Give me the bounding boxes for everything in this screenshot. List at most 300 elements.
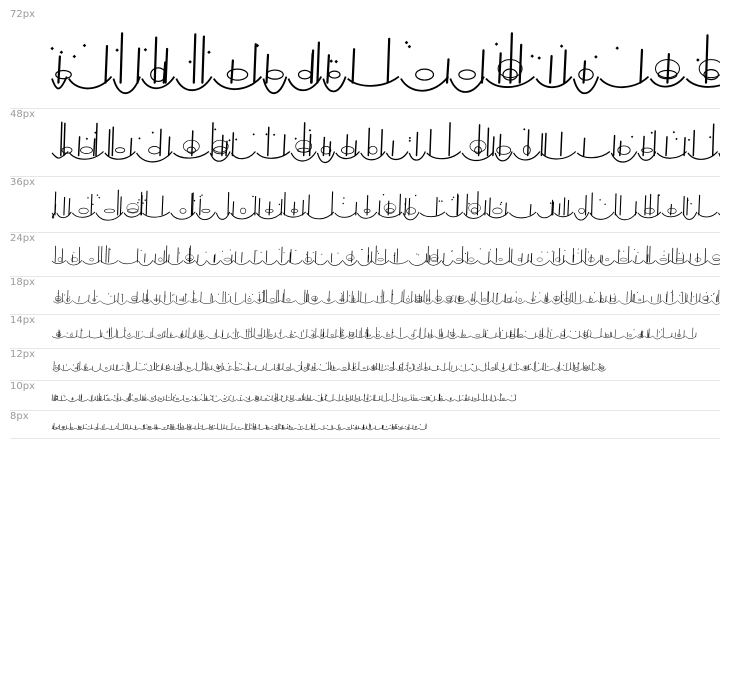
calligraphy-glyphs	[50, 276, 720, 312]
glyph-cluster	[132, 425, 139, 429]
glyph-cluster	[296, 394, 304, 401]
preview-row-14	[10, 314, 720, 349]
calligraphy-glyphs	[50, 314, 700, 346]
glyph-cluster	[307, 192, 334, 219]
glyph-cluster	[526, 292, 542, 303]
glyph-cluster	[435, 329, 448, 339]
calligraphy-sample	[50, 12, 720, 109]
glyph-cluster	[265, 425, 272, 430]
glyph-cluster	[638, 194, 661, 218]
glyph-cluster	[488, 362, 498, 370]
glyph-cluster	[166, 328, 178, 338]
glyph-cluster	[231, 329, 241, 339]
glyph-cluster	[154, 246, 167, 265]
glyph-cluster	[541, 132, 576, 159]
glyph-cluster	[378, 363, 388, 370]
glyph-cluster	[562, 291, 572, 305]
glyph-cluster	[447, 397, 455, 401]
glyph-cluster	[137, 129, 173, 162]
glyph-cluster	[200, 425, 207, 430]
glyph-cluster	[343, 251, 357, 265]
glyph-cluster	[479, 248, 492, 264]
glyph-cluster	[52, 423, 59, 429]
glyph-cluster	[78, 329, 89, 338]
glyph-cluster	[719, 135, 720, 161]
glyph-cluster	[683, 197, 697, 220]
glyph-cluster	[308, 294, 322, 304]
glyph-cluster	[615, 246, 632, 263]
glyph-cluster	[459, 364, 471, 371]
glyph-cluster	[94, 424, 100, 430]
glyph-cluster	[304, 424, 310, 429]
glyph-cluster	[187, 328, 197, 338]
calligraphy-glyphs	[50, 176, 720, 230]
glyph-cluster	[315, 251, 328, 265]
glyph-cluster	[173, 294, 189, 305]
glyph-cluster	[577, 138, 610, 157]
glyph-cluster	[153, 425, 160, 430]
glyph-cluster	[291, 123, 316, 161]
glyph-cluster	[210, 123, 230, 161]
glyph-cluster	[509, 394, 516, 401]
glyph-cluster	[72, 194, 95, 217]
calligraphy-sample	[50, 176, 720, 230]
glyph-cluster	[52, 330, 65, 338]
glyph-cluster	[311, 424, 320, 430]
glyph-cluster	[495, 135, 512, 161]
glyph-cluster	[600, 255, 614, 265]
glyph-cluster	[363, 394, 373, 402]
glyph-cluster	[374, 426, 381, 430]
glyph-cluster	[433, 290, 444, 304]
glyph-cluster	[448, 329, 458, 339]
glyph-cluster	[328, 253, 343, 266]
glyph-cluster	[554, 362, 562, 371]
glyph-cluster	[163, 364, 172, 370]
calligraphy-sample	[50, 232, 720, 274]
glyph-cluster	[509, 362, 520, 370]
glyph-cluster	[455, 395, 462, 401]
glyph-cluster	[562, 363, 571, 371]
glyph-cluster	[525, 331, 537, 339]
glyph-cluster	[139, 425, 146, 430]
glyph-cluster	[82, 364, 92, 371]
glyph-cluster	[462, 125, 494, 161]
glyph-cluster	[207, 254, 220, 265]
glyph-cluster	[671, 248, 687, 264]
glyph-cluster	[372, 246, 389, 265]
glyph-cluster	[350, 363, 358, 371]
glyph-cluster	[142, 38, 174, 89]
preview-row-36	[10, 176, 720, 233]
glyph-cluster	[566, 248, 583, 264]
glyph-cluster	[582, 363, 589, 371]
glyph-cluster	[65, 330, 77, 337]
glyph-cluster	[396, 424, 404, 429]
glyph-cluster	[396, 362, 406, 371]
glyph-cluster	[648, 294, 663, 304]
glyph-cluster	[76, 425, 85, 430]
glyph-cluster	[146, 424, 153, 429]
calligraphy-sample	[50, 410, 720, 436]
glyph-cluster	[353, 425, 360, 429]
calligraphy-glyphs	[50, 348, 610, 378]
glyph-cluster	[234, 426, 243, 430]
glyph-cluster	[309, 363, 319, 370]
calligraphy-sample	[50, 108, 720, 174]
glyph-cluster	[542, 363, 554, 371]
glyph-cluster	[67, 397, 77, 401]
glyph-cluster	[318, 138, 335, 163]
glyph-cluster	[234, 252, 250, 265]
glyph-cluster	[141, 394, 148, 400]
glyph-cluster	[386, 141, 408, 159]
glyph-cluster	[176, 34, 211, 90]
glyph-cluster	[645, 329, 653, 338]
calligraphy-glyphs	[50, 108, 720, 174]
glyph-cluster	[517, 328, 525, 338]
glyph-cluster	[319, 362, 329, 371]
glyph-cluster	[117, 293, 127, 304]
glyph-cluster	[465, 252, 478, 264]
calligraphy-sample	[50, 348, 720, 378]
glyph-cluster	[633, 249, 644, 264]
glyph-cluster	[569, 331, 581, 339]
glyph-cluster	[637, 331, 645, 338]
glyph-cluster	[119, 249, 138, 264]
glyph-cluster	[196, 252, 207, 266]
glyph-cluster	[378, 194, 402, 218]
glyph-cluster	[254, 328, 265, 339]
glyph-cluster	[612, 330, 624, 339]
glyph-cluster	[294, 362, 302, 372]
glyph-cluster	[326, 425, 335, 430]
glyph-cluster	[161, 291, 173, 304]
glyph-cluster	[57, 197, 72, 217]
glyph-cluster	[327, 329, 339, 338]
glyph-cluster	[177, 423, 186, 430]
glyph-cluster	[409, 253, 427, 265]
glyph-cluster	[315, 394, 325, 401]
glyph-cluster	[154, 331, 166, 338]
calligraphy-glyphs	[50, 232, 720, 274]
glyph-cluster	[509, 329, 517, 339]
glyph-cluster	[657, 131, 687, 158]
glyph-cluster	[114, 33, 141, 93]
size-label: 12px	[10, 349, 35, 360]
glyph-cluster	[403, 195, 419, 220]
glyph-cluster	[53, 361, 60, 371]
glyph-cluster	[96, 393, 104, 400]
preview-row-72	[10, 8, 720, 109]
glyph-cluster	[412, 425, 419, 429]
glyph-cluster	[423, 363, 430, 371]
glyph-cluster	[174, 131, 210, 158]
glyph-cluster	[104, 394, 112, 400]
glyph-cluster	[448, 362, 458, 371]
glyph-cluster	[365, 327, 374, 338]
glyph-cluster	[296, 290, 307, 304]
glyph-cluster	[555, 198, 574, 217]
glyph-cluster	[265, 363, 273, 370]
glyph-cluster	[336, 291, 348, 304]
glyph-cluster	[492, 248, 510, 265]
glyph-cluster	[89, 290, 101, 304]
glyph-cluster	[165, 394, 172, 401]
glyph-cluster	[232, 133, 256, 159]
glyph-cluster	[481, 394, 489, 401]
glyph-cluster	[69, 44, 112, 89]
glyph-cluster	[370, 363, 377, 370]
glyph-cluster	[320, 425, 326, 429]
glyph-cluster	[213, 363, 224, 371]
glyph-cluster	[70, 124, 104, 160]
calligraphy-sample	[50, 314, 720, 346]
glyph-cluster	[146, 362, 155, 371]
glyph-cluster	[520, 364, 532, 370]
glyph-cluster	[132, 394, 141, 401]
glyph-cluster	[471, 329, 484, 338]
glyph-cluster	[454, 246, 464, 263]
glyph-cluster	[585, 292, 598, 303]
glyph-cluster	[254, 365, 264, 370]
glyph-cluster	[536, 44, 571, 87]
glyph-cluster	[201, 394, 211, 401]
glyph-cluster	[387, 362, 395, 371]
glyph-cluster	[391, 394, 401, 402]
glyph-cluster	[498, 393, 509, 400]
glyph-cluster	[287, 395, 295, 401]
size-label: 14px	[10, 315, 35, 326]
glyph-cluster	[374, 290, 388, 303]
glyph-cluster	[195, 362, 203, 371]
glyph-cluster	[514, 128, 540, 160]
glyph-cluster	[50, 47, 71, 89]
glyph-cluster	[428, 395, 436, 401]
glyph-cluster	[611, 136, 637, 162]
preview-row-8	[10, 410, 720, 439]
glyph-cluster	[169, 424, 177, 430]
glyph-cluster	[184, 366, 194, 371]
glyph-cluster	[112, 364, 123, 370]
glyph-cluster	[653, 329, 662, 339]
glyph-cluster	[700, 292, 712, 303]
glyph-cluster	[406, 362, 414, 371]
glyph-cluster	[574, 55, 599, 93]
glyph-cluster	[178, 330, 187, 338]
glyph-cluster	[88, 395, 95, 401]
glyph-cluster	[244, 396, 254, 401]
glyph-cluster	[211, 395, 220, 401]
glyph-cluster	[418, 328, 426, 339]
glyph-cluster	[558, 329, 568, 339]
glyph-cluster	[698, 195, 718, 217]
glyph-cluster	[105, 127, 135, 159]
glyph-cluster	[360, 425, 367, 430]
size-label: 36px	[10, 177, 35, 188]
glyph-cluster	[289, 249, 302, 264]
size-label: 8px	[10, 411, 29, 422]
glyph-cluster	[718, 203, 720, 217]
glyph-cluster	[408, 330, 419, 340]
glyph-cluster	[356, 328, 364, 338]
glyph-cluster	[173, 362, 184, 371]
glyph-cluster	[241, 328, 254, 339]
glyph-cluster	[263, 55, 286, 93]
glyph-cluster	[142, 290, 151, 304]
glyph-cluster	[420, 198, 445, 217]
glyph-cluster	[52, 246, 66, 263]
glyph-cluster	[427, 123, 461, 159]
glyph-cluster	[263, 251, 277, 265]
preview-row-18	[10, 276, 720, 315]
glyph-cluster	[237, 395, 244, 401]
glyph-cluster	[124, 362, 136, 371]
glyph-cluster	[427, 246, 441, 265]
glyph-cluster	[83, 246, 101, 264]
glyph-cluster	[200, 292, 216, 304]
glyph-cluster	[663, 290, 678, 304]
glyph-cluster	[430, 366, 439, 371]
glyph-cluster	[436, 394, 446, 401]
glyph-cluster	[440, 363, 449, 370]
glyph-cluster	[117, 423, 126, 429]
glyph-cluster	[64, 290, 73, 303]
glyph-cluster	[193, 423, 200, 429]
glyph-cluster	[101, 246, 118, 265]
glyph-cluster	[68, 423, 75, 429]
glyph-cluster	[225, 423, 234, 430]
glyph-cluster	[172, 395, 183, 402]
glyph-cluster	[123, 393, 132, 401]
glyph-cluster	[361, 128, 385, 159]
glyph-cluster	[343, 394, 352, 401]
glyph-cluster	[638, 131, 656, 160]
calligraphy-glyphs	[50, 410, 430, 436]
glyph-cluster	[53, 290, 63, 303]
glyph-cluster	[348, 39, 399, 86]
glyph-cluster	[134, 331, 144, 339]
glyph-cluster	[61, 364, 71, 370]
glyph-cluster	[136, 362, 146, 370]
glyph-cluster	[427, 330, 435, 339]
glyph-cluster	[148, 395, 157, 401]
glyph-cluster	[73, 296, 88, 304]
glyph-cluster	[381, 425, 390, 429]
glyph-cluster	[686, 35, 720, 87]
preview-row-24	[10, 232, 720, 277]
glyph-cluster	[157, 397, 165, 402]
glyph-cluster	[600, 46, 648, 87]
glyph-cluster	[78, 394, 88, 401]
glyph-cluster	[345, 425, 353, 430]
glyph-cluster	[71, 362, 82, 371]
glyph-cluster	[339, 362, 349, 371]
glyph-cluster	[277, 329, 286, 338]
glyph-cluster	[688, 249, 708, 266]
calligraphy-sample	[50, 276, 720, 312]
glyph-cluster	[323, 55, 345, 91]
glyph-cluster	[688, 124, 718, 159]
glyph-cluster	[581, 329, 589, 338]
glyph-cluster	[678, 292, 687, 304]
glyph-cluster	[532, 361, 541, 371]
glyph-cluster	[124, 192, 142, 217]
glyph-cluster	[126, 424, 132, 429]
glyph-cluster	[712, 290, 720, 304]
glyph-cluster	[372, 395, 380, 401]
glyph-cluster	[335, 424, 344, 430]
glyph-cluster	[349, 291, 359, 303]
glyph-cluster	[492, 293, 503, 304]
glyph-cluster	[229, 395, 237, 401]
glyph-cluster	[288, 43, 321, 91]
glyph-cluster	[278, 247, 289, 265]
glyph-cluster	[190, 291, 200, 303]
glyph-cluster	[583, 248, 599, 265]
glyph-cluster	[168, 248, 184, 265]
glyph-cluster	[261, 395, 271, 401]
glyph-cluster	[302, 363, 310, 371]
glyph-cluster	[144, 328, 153, 338]
glyph-cluster	[216, 193, 229, 220]
calligraphy-glyphs	[50, 380, 520, 408]
glyph-cluster	[530, 251, 550, 265]
glyph-cluster	[542, 293, 552, 304]
glyph-cluster	[85, 424, 94, 429]
glyph-cluster	[52, 395, 58, 401]
glyph-cluster	[101, 293, 117, 304]
glyph-cluster	[151, 294, 161, 304]
glyph-cluster	[308, 328, 318, 338]
glyph-cluster	[330, 362, 340, 371]
glyph-cluster	[419, 424, 426, 430]
glyph-cluster	[662, 205, 682, 217]
glyph-cluster	[401, 41, 449, 91]
glyph-cluster	[486, 33, 534, 87]
glyph-cluster	[686, 328, 696, 339]
glyph-cluster	[254, 395, 261, 401]
glyph-cluster	[89, 330, 102, 338]
glyph-cluster	[296, 424, 304, 429]
glyph-cluster	[257, 127, 290, 158]
glyph-cluster	[203, 362, 212, 370]
glyph-cluster	[468, 292, 477, 305]
glyph-cluster	[358, 248, 372, 266]
size-label: 48px	[10, 109, 35, 120]
glyph-cluster	[92, 364, 101, 372]
glyph-cluster	[115, 329, 124, 338]
glyph-cluster	[498, 328, 508, 339]
glyph-cluster	[214, 44, 262, 89]
glyph-cluster	[57, 395, 67, 401]
glyph-cluster	[663, 328, 672, 338]
glyph-cluster	[139, 250, 154, 266]
glyph-cluster	[96, 190, 123, 220]
glyph-cluster	[546, 328, 558, 339]
glyph-cluster	[421, 396, 429, 400]
glyph-cluster	[224, 363, 232, 371]
glyph-cluster	[303, 252, 314, 265]
glyph-cluster	[335, 394, 343, 401]
glyph-cluster	[446, 194, 463, 217]
glyph-cluster	[271, 393, 280, 401]
glyph-cluster	[335, 197, 357, 217]
glyph-cluster	[590, 193, 614, 219]
glyph-cluster	[245, 294, 255, 304]
glyph-cluster	[216, 424, 225, 429]
size-label: 10px	[10, 381, 35, 392]
